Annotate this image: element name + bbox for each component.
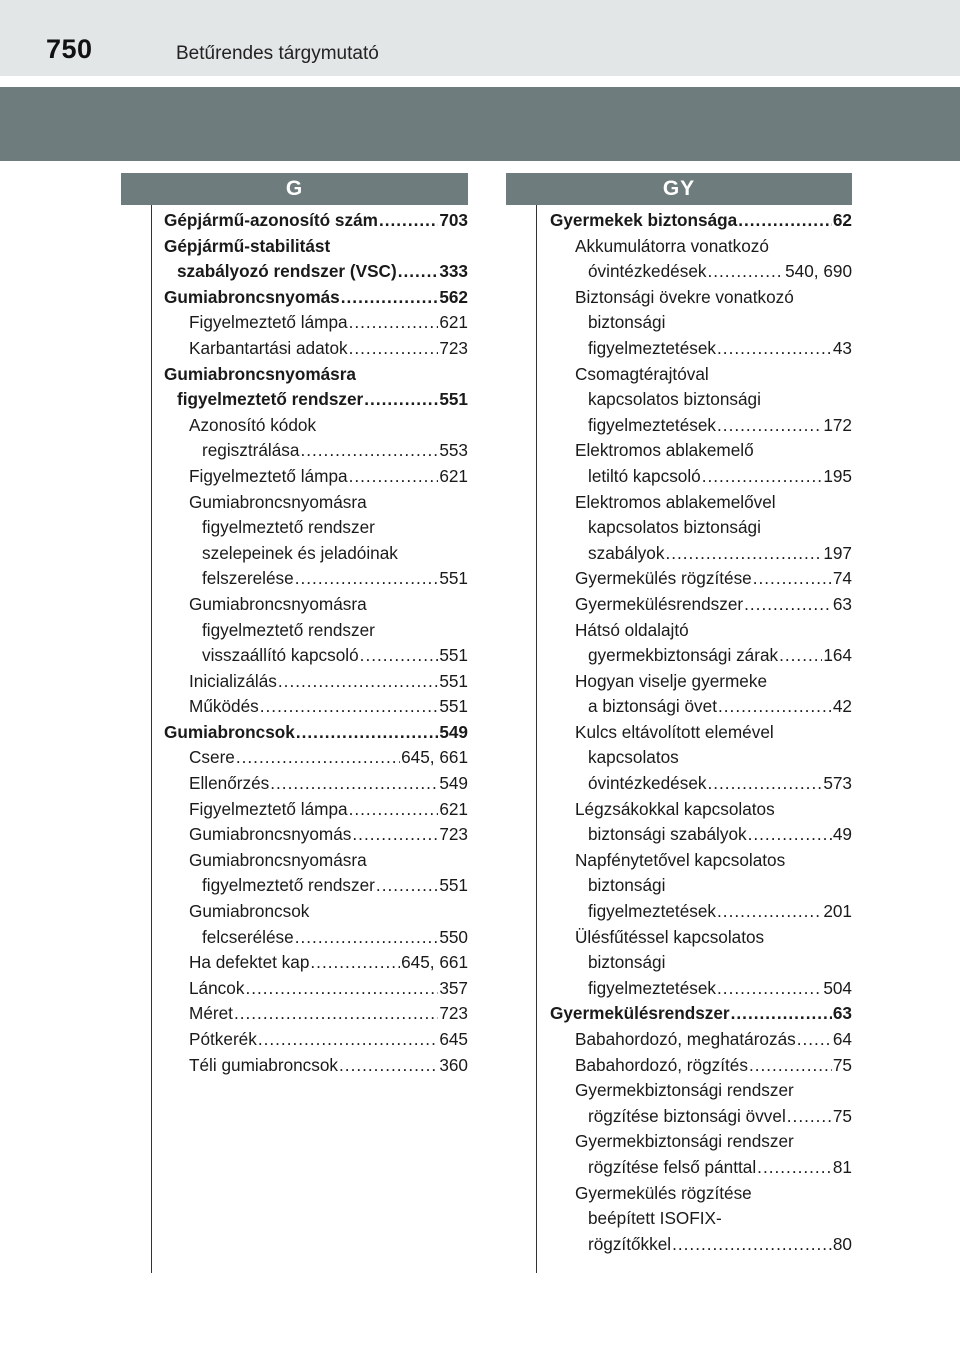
page-reference: 504	[823, 977, 852, 998]
leader-dots	[260, 694, 439, 720]
page-reference: 195	[823, 465, 852, 486]
page-reference: 333	[439, 261, 468, 282]
entry-text: Hátsó oldalajtó	[575, 619, 689, 640]
page-reference: 549	[439, 721, 468, 742]
page-reference: 81	[832, 1156, 852, 1177]
page-reference: 62	[832, 210, 852, 230]
index-entry	[121, 669, 468, 695]
index-column-gy	[506, 173, 852, 1257]
entry-text: Gumiabroncsnyomásra	[164, 363, 356, 384]
entry-text: Figyelmeztető lámpa	[189, 465, 348, 486]
index-entry	[121, 950, 468, 976]
page-reference: 197	[823, 542, 852, 563]
entry-text: beépített ISOFIX-	[588, 1208, 722, 1229]
header-band	[0, 87, 960, 161]
entry-text: figyelmeztetések	[588, 977, 717, 998]
entry-text: Gyermekülés rögzítése	[575, 568, 752, 589]
entry-text: szelepeinek és jeladóinak	[202, 542, 398, 563]
entry-text: Láncok	[189, 977, 245, 998]
page-reference: 172	[823, 414, 852, 435]
entry-text: Pótkerék	[189, 1029, 257, 1049]
leader-dots	[278, 669, 438, 695]
index-entry	[506, 925, 852, 1002]
entry-text: Gumiabroncsok	[164, 721, 295, 742]
index-entry	[506, 1078, 852, 1129]
entry-text: figyelmeztetések	[588, 337, 717, 358]
index-entry	[506, 669, 852, 720]
entry-text: letiltó kapcsoló	[588, 465, 701, 486]
index-entry	[506, 438, 852, 489]
entry-text: Téli gumiabroncsok	[189, 1054, 339, 1075]
leader-dots	[364, 387, 438, 413]
page-reference: 551	[439, 670, 468, 691]
entry-text: rögzítése felső pánttal	[588, 1156, 757, 1177]
page-reference: 550	[439, 926, 468, 947]
page-reference: 43	[832, 337, 852, 358]
index-entry	[121, 745, 468, 771]
index-entry	[121, 822, 468, 848]
entry-text: Elektromos ablakemelővel	[575, 491, 776, 512]
page-reference: 562	[439, 286, 468, 307]
index-entry	[121, 1053, 468, 1079]
leader-dots	[717, 413, 822, 439]
entry-text: Csere	[189, 747, 235, 768]
page-reference: 645	[439, 1029, 468, 1049]
leader-dots	[707, 771, 822, 797]
entry-text: Karbantartási adatok	[189, 337, 348, 358]
entry-text: Azonosító kódok	[189, 414, 317, 435]
entry-text: Figyelmeztető lámpa	[189, 798, 348, 819]
leader-dots	[717, 976, 822, 1002]
index-entry	[121, 848, 468, 899]
page-reference: 621	[439, 312, 468, 333]
leader-dots	[349, 464, 439, 490]
index-entry	[121, 285, 468, 311]
leader-dots	[295, 925, 439, 951]
entry-text: szabályok	[588, 542, 665, 563]
leader-dots	[779, 643, 822, 669]
leader-dots	[718, 694, 832, 720]
leader-dots	[349, 310, 439, 336]
leader-dots	[245, 976, 438, 1002]
entry-text: Gyermekbiztonsági rendszer	[575, 1080, 794, 1101]
entry-text: Gumiabroncsnyomásra	[189, 491, 367, 512]
entry-text: biztonsági szabályok	[588, 824, 747, 845]
page-reference: 63	[832, 593, 852, 614]
index-entry	[121, 1001, 468, 1027]
entry-text: Gyermekülésrendszer	[550, 1003, 730, 1024]
leader-dots	[672, 1232, 832, 1258]
entry-text: Gumiabroncsnyomás	[189, 824, 352, 845]
index-entry	[506, 1027, 852, 1053]
top-strip	[0, 0, 960, 76]
page-reference: 621	[439, 798, 468, 819]
leader-dots	[349, 336, 439, 362]
leader-dots	[665, 541, 822, 567]
index-entry	[121, 899, 468, 950]
entry-list	[121, 205, 468, 1078]
leader-dots	[295, 566, 439, 592]
index-entry	[506, 566, 852, 592]
entry-text: gyermekbiztonsági zárak	[588, 645, 779, 666]
entry-text: figyelmeztető rendszer	[202, 875, 375, 896]
entry-text: biztonsági	[588, 312, 666, 333]
index-entry	[506, 592, 852, 618]
entry-text: Működés	[189, 696, 259, 717]
entry-text: Babahordozó, meghatározás	[575, 1029, 796, 1049]
index-entry	[121, 362, 468, 413]
leader-dots	[749, 1053, 832, 1079]
index-entry	[121, 310, 468, 336]
entry-text: Gyermekülésrendszer	[575, 593, 744, 614]
page-reference: 63	[832, 1003, 852, 1024]
entry-text: figyelmeztető rendszer	[177, 389, 364, 410]
section-letter-gy: GY	[506, 173, 852, 205]
entry-text: figyelmeztetések	[588, 414, 717, 435]
index-entry	[121, 976, 468, 1002]
page-reference: 645, 661	[401, 747, 468, 768]
page-reference: 645, 661	[401, 952, 468, 973]
page-reference: 551	[439, 389, 468, 410]
leader-dots	[349, 797, 439, 823]
page-reference: 80	[832, 1233, 852, 1254]
page-reference: 164	[823, 645, 852, 666]
leader-dots	[300, 438, 438, 464]
entry-text: figyelmeztetések	[588, 901, 717, 922]
page-reference: 723	[439, 337, 468, 358]
page-reference: 723	[439, 824, 468, 845]
entry-text: kapcsolatos biztonsági	[588, 389, 761, 410]
leader-dots	[258, 1027, 438, 1053]
index-entry	[506, 1001, 852, 1027]
entry-text: Babahordozó, rögzítés	[575, 1054, 748, 1075]
leader-dots	[702, 464, 823, 490]
entry-text: Gumiabroncsnyomás	[164, 286, 340, 307]
leader-dots	[236, 745, 400, 771]
entry-text: Napfénytetővel kapcsolatos	[575, 849, 786, 870]
leader-dots	[352, 822, 438, 848]
index-entry	[506, 208, 852, 234]
page-reference: 551	[439, 645, 468, 666]
page-reference: 74	[832, 568, 852, 589]
entry-text: Biztonsági övekre vonatkozó	[575, 286, 794, 307]
leader-dots	[748, 822, 832, 848]
leader-dots	[731, 1001, 832, 1027]
entry-text: Ellenőrzés	[189, 773, 270, 794]
entry-text: Akkumulátorra vonatkozó	[575, 235, 769, 256]
page-reference: 551	[439, 696, 468, 717]
index-entry	[121, 694, 468, 720]
page-reference: 551	[439, 568, 468, 589]
leader-dots	[379, 208, 438, 234]
index-entry	[506, 234, 852, 285]
entry-text: Gumiabroncsnyomásra	[189, 593, 367, 614]
page-reference: 64	[832, 1029, 852, 1049]
page-reference: 703	[439, 210, 468, 230]
entry-text: Gépjármű-azonosító szám	[164, 210, 378, 230]
entry-text: kapcsolatos biztonsági	[588, 517, 761, 538]
leader-dots	[341, 285, 439, 311]
leader-dots	[376, 873, 438, 899]
entry-text: figyelmeztető rendszer	[202, 619, 375, 640]
index-entry	[506, 1129, 852, 1180]
entry-text: kapcsolatos	[588, 747, 679, 768]
entry-text: Méret	[189, 1003, 233, 1024]
entry-text: Gépjármű-stabilitást	[164, 235, 331, 256]
entry-text: óvintézkedések	[588, 261, 707, 282]
index-entry	[121, 771, 468, 797]
index-entry	[506, 362, 852, 439]
leader-dots	[757, 1155, 832, 1181]
leader-dots	[270, 771, 438, 797]
entry-text: Csomagtérajtóval	[575, 363, 709, 384]
leader-dots	[296, 720, 438, 746]
section-letter-g: G	[121, 173, 468, 205]
page-reference: 49	[832, 824, 852, 845]
leader-dots	[398, 259, 439, 285]
page-reference: 553	[439, 440, 468, 461]
entry-text: Légzsákokkal kapcsolatos	[575, 798, 775, 819]
index-entry	[506, 618, 852, 669]
entry-text: Inicializálás	[189, 670, 277, 691]
leader-dots	[753, 566, 832, 592]
leader-dots	[738, 208, 832, 234]
entry-text: Gyermekek biztonsága	[550, 210, 738, 230]
index-entry	[121, 1027, 468, 1053]
leader-dots	[744, 592, 832, 618]
page-reference: 723	[439, 1003, 468, 1024]
index-entry	[121, 208, 468, 234]
index-entry	[506, 285, 852, 362]
entry-text: rögzítése biztonsági övvel	[588, 1105, 786, 1126]
index-entry	[506, 848, 852, 925]
index-entry	[121, 234, 468, 285]
entry-text: biztonsági	[588, 875, 666, 896]
entry-text: figyelmeztető rendszer	[202, 517, 375, 538]
page-number: 750	[46, 34, 93, 64]
entry-text: Kulcs eltávolított elemével	[575, 721, 774, 742]
leader-dots	[717, 899, 822, 925]
page-reference: 573	[823, 773, 852, 794]
index-column-g	[121, 173, 468, 1078]
entry-text: Ülésfűtéssel kapcsolatos	[575, 926, 765, 947]
page-reference: 540, 690	[785, 261, 852, 282]
entry-text: felszerelése	[202, 568, 294, 589]
entry-text: Ha defektet kap	[189, 952, 310, 973]
entry-text: Gyermekülés rögzítése	[575, 1182, 752, 1203]
page-reference: 75	[832, 1054, 852, 1075]
entry-text: Figyelmeztető lámpa	[189, 312, 348, 333]
entry-text: felcserélése	[202, 926, 294, 947]
entry-text: Gumiabroncsok	[189, 901, 310, 922]
page-reference: 621	[439, 465, 468, 486]
index-entry	[506, 1053, 852, 1079]
leader-dots	[310, 950, 400, 976]
entry-text: visszaállító kapcsoló	[202, 645, 359, 666]
page-reference: 357	[439, 977, 468, 998]
index-entry	[506, 797, 852, 848]
leader-dots	[787, 1104, 832, 1130]
page-title: Betűrendes tárgymutató	[176, 43, 379, 64]
page-reference: 360	[439, 1054, 468, 1075]
leader-dots	[339, 1053, 438, 1079]
leader-dots	[707, 259, 784, 285]
index-entry	[506, 720, 852, 797]
index-entry	[506, 490, 852, 567]
entry-text: regisztrálása	[202, 440, 300, 461]
entry-text: rögzítőkkel	[588, 1233, 672, 1254]
entry-text: óvintézkedések	[588, 773, 707, 794]
leader-dots	[360, 643, 439, 669]
index-entry	[121, 797, 468, 823]
page-reference: 75	[832, 1105, 852, 1126]
page-reference: 201	[823, 901, 852, 922]
leader-dots	[717, 336, 832, 362]
page-reference: 42	[832, 696, 852, 717]
entry-text: Elektromos ablakemelő	[575, 440, 754, 461]
index-entry	[121, 464, 468, 490]
leader-dots	[797, 1027, 832, 1053]
page-reference: 551	[439, 875, 468, 896]
index-entry	[121, 413, 468, 464]
entry-text: Gyermekbiztonsági rendszer	[575, 1131, 794, 1152]
entry-list	[506, 205, 852, 1257]
page-reference: 549	[439, 773, 468, 794]
index-entry	[121, 720, 468, 746]
index-entry	[121, 490, 468, 592]
entry-text: biztonsági	[588, 952, 666, 973]
leader-dots	[234, 1001, 438, 1027]
entry-text: szabályozó rendszer (VSC)	[177, 261, 397, 282]
index-entry	[121, 592, 468, 669]
index-entry	[121, 336, 468, 362]
entry-text: Hogyan viselje gyermeke	[575, 670, 768, 691]
entry-text: Gumiabroncsnyomásra	[189, 849, 367, 870]
entry-text: a biztonsági övet	[588, 696, 717, 717]
index-entry	[506, 1181, 852, 1258]
